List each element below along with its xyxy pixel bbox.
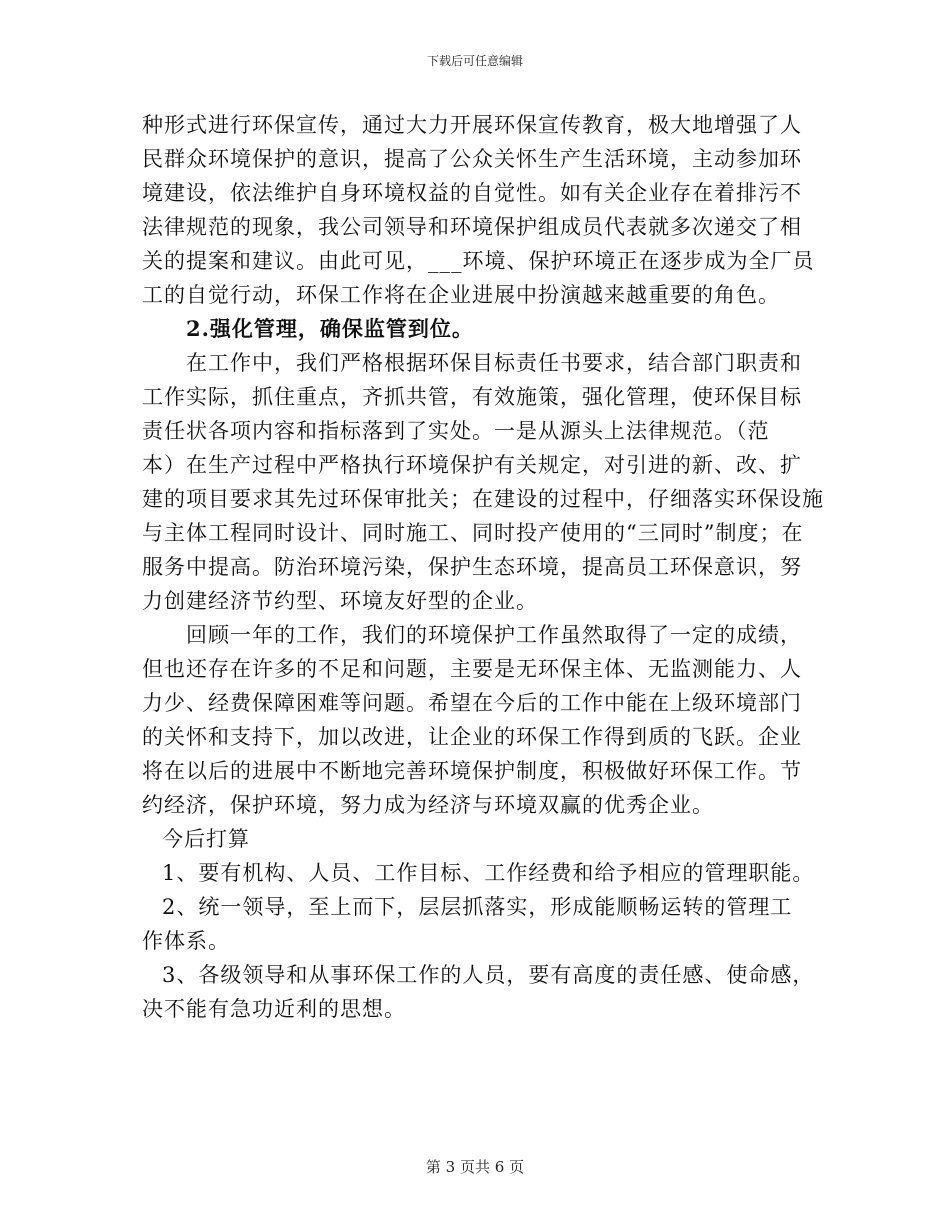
body-line: 的关怀和支持下，加以改进，让企业的环保工作得到质的飞跃。企业 [142,725,802,749]
body-line: 将在以后的进展中不断地完善环境保护制度，积极做好环保工作。节 [142,759,802,783]
list-item: 2、统一领导，至上而下，层层抓落实，形成能顺畅运转的管理工 [162,895,793,919]
subsection-title: 今后打算 [162,827,250,851]
document-body [142,108,822,1026]
list-item: 3、各级领导和从事环保工作的人员，要有高度的责任感、使命感， [162,963,815,987]
body-line: 责任状各项内容和指标落到了实处。一是从源头上法律规范。（范 [142,419,770,443]
body-line: 关的提案和建议。由此可见，___环境、保护环境正在逐步成为全厂员 [142,249,815,273]
body-line: 服务中提高。防治环境污染，保护生态环境，提高员工环保意识，努 [142,555,802,579]
body-line: 但也还存在许多的不足和问题，主要是无环保主体、无监测能力、人 [142,657,802,681]
body-line: 民群众环境保护的意识，提高了公众关怀生产生活环境，主动参加环 [142,147,802,171]
body-line: 工的自觉行动，环保工作将在企业进展中扮演越来越重要的角色。 [142,283,780,307]
section-heading: 2.强化管理，确保监管到位。 [186,316,474,341]
body-line: 境建设，依法维护自身环境权益的自觉性。如有关企业存在着排污不 [142,181,802,205]
body-line: 回顾一年的工作，我们的环境保护工作虽然取得了一定的成绩， [186,623,802,647]
body-line: 力创建经济节约型、环境友好型的企业。 [142,589,538,613]
body-line: 力少、经费保障困难等问题。希望在今后的工作中能在上级环境部门 [142,691,802,715]
body-line: 与主体工程同时设计、同时施工、同时投产使用的“三同时”制度；在 [142,521,804,545]
list-item: 1、要有机构、人员、工作目标、工作经费和给予相应的管理职能。 [162,861,815,885]
body-line: 工作实际，抓住重点，齐抓共管，有效施策，强化管理，使环保目标 [142,385,802,409]
body-line: 建的项目要求其先过环保审批关；在建设的过程中，仔细落实环保设施 [142,487,824,511]
body-line: 法律规范的现象，我公司领导和环境保护组成员代表就多次递交了相 [142,215,802,239]
body-line: 决不能有急功近利的思想。 [142,997,406,1021]
body-line: 约经济，保护环境，努力成为经济与环境双赢的优秀企业。 [142,793,714,817]
page-number: 第 3 页共 6 页 [425,1158,525,1176]
page-header: 下载后可任意编辑 [426,54,523,68]
body-line: 在工作中，我们严格根据环保目标责任书要求，结合部门职责和 [186,351,802,375]
body-line: 种形式进行环保宣传，通过大力开展环保宣传教育，极大地增强了人 [142,113,802,137]
body-line: 作体系。 [142,929,230,953]
body-line: 本）在生产过程中严格执行环境保护有关规定，对引进的新、改、扩 [142,453,802,477]
